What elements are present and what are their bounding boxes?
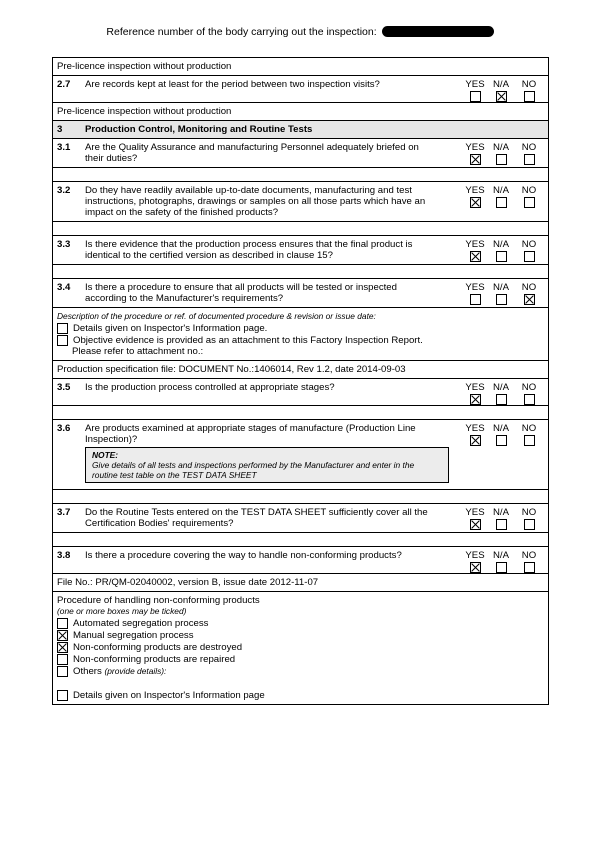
question-row-3-7: [53, 504, 548, 533]
option-yes: [463, 507, 487, 530]
option-na: [489, 239, 513, 262]
answer-options: [463, 185, 543, 209]
spacer-row: [53, 168, 548, 182]
ncp-item-label: Non-conforming products are repaired: [73, 653, 236, 665]
answer-options: [463, 382, 543, 406]
procedure-description: [53, 308, 548, 361]
option-no-label: NO: [521, 423, 537, 434]
option-na-label: N/A: [493, 239, 509, 250]
option-no-label: NO: [521, 185, 537, 196]
ncp-hint: (one or more boxes may be ticked): [57, 606, 187, 616]
option-yes-checkbox[interactable]: [470, 562, 481, 573]
option-no-label: NO: [521, 142, 537, 153]
question-text: Are the Quality Assurance and manufacturing Personnel adequately briefed on their duties?: [85, 142, 419, 164]
question-number: 3.6: [57, 423, 71, 434]
question-number: 3.3: [57, 239, 71, 250]
question-text: Is there a procedure to ensure that all products will be tested or inspected according to the Manufacturer's requirements?: [85, 282, 397, 304]
answer-options: [463, 79, 543, 103]
section-title: Production Control, Monitoring and Routine Tests: [85, 124, 313, 135]
option-yes-checkbox[interactable]: [470, 519, 481, 530]
reference-header: [0, 26, 600, 38]
question-text: Is the production process controlled at appropriate stages?: [85, 382, 335, 393]
option-yes: [463, 79, 487, 102]
file-number-row: [53, 574, 548, 592]
ncp-item: [57, 629, 544, 641]
option-na: [489, 142, 513, 165]
reference-label: Reference number of the body carrying out the inspection:: [106, 26, 377, 38]
ncp-item-checkbox[interactable]: [57, 630, 68, 641]
option-no-checkbox[interactable]: [524, 251, 535, 262]
option-no: [517, 282, 541, 305]
details-label: Details given on Inspector's Information page.: [73, 322, 268, 334]
option-yes-label: YES: [465, 142, 485, 153]
option-na: [489, 382, 513, 405]
ncp-item-checkbox[interactable]: [57, 642, 68, 653]
note-text: Give details of all tests and inspections performed by the Manufacturer and enter in the routine test table on the TEST DATA SHEET: [92, 460, 415, 480]
details-page-checkbox[interactable]: [57, 690, 68, 701]
option-na-label: N/A: [493, 507, 509, 518]
production-spec-text: Production specification file: DOCUMENT No.:1406014, Rev 1.2, date 2014-09-03: [57, 364, 406, 375]
ncp-item-label: Manual segregation process: [73, 629, 194, 641]
option-yes-label: YES: [465, 185, 485, 196]
file-number-text: File No.: PR/QM-02040002, version B, issue date 2012-11-07: [57, 577, 319, 588]
option-no: [517, 550, 541, 573]
option-no: [517, 423, 541, 446]
ncp-item: [57, 641, 544, 653]
option-yes-label: YES: [465, 550, 485, 561]
ncp-item-checkbox[interactable]: [57, 618, 68, 629]
question-text: Is there a procedure covering the way to handle non-conforming products?: [85, 550, 402, 561]
option-yes: [463, 382, 487, 405]
option-na-checkbox[interactable]: [496, 251, 507, 262]
option-yes: [463, 282, 487, 305]
option-na-label: N/A: [493, 185, 509, 196]
option-na-label: N/A: [493, 550, 509, 561]
option-no-label: NO: [521, 507, 537, 518]
question-row-3-1: [53, 139, 548, 168]
question-text: Do the Routine Tests entered on the TEST DATA SHEET sufficiently cover all the Certification Bodies' requirements?: [85, 507, 428, 529]
question-text: Is there evidence that the production process ensures that the final product is identical to the certified version as described in clause 15?: [85, 239, 413, 261]
option-yes-checkbox[interactable]: [470, 251, 481, 262]
question-row-3-2: [53, 182, 548, 222]
section-number: 3: [57, 124, 63, 135]
option-yes-checkbox[interactable]: [470, 154, 481, 165]
details-checkbox[interactable]: [57, 323, 68, 334]
option-yes-label: YES: [465, 282, 485, 293]
production-spec-row: [53, 361, 548, 379]
option-yes: [463, 185, 487, 208]
question-row-2-7: [53, 76, 548, 103]
question-number: 3.7: [57, 507, 71, 518]
option-no-checkbox[interactable]: [524, 562, 535, 573]
note-box: [85, 447, 449, 483]
ncp-title: Procedure of handling non-conforming products: [57, 595, 260, 606]
question-number: 3.5: [57, 382, 71, 393]
ncp-item: [57, 653, 544, 665]
attachment-label: Please refer to attachment no.:: [72, 346, 204, 357]
question-row-3-4: [53, 279, 548, 308]
note-title: NOTE:: [92, 450, 119, 460]
option-na-checkbox[interactable]: [496, 91, 507, 102]
option-no: [517, 382, 541, 405]
description-intro: Description of the procedure or ref. of documented procedure & revision or issue date:: [57, 311, 376, 321]
question-text: Do they have readily available up-to-date documents, manufacturing and test instructions, photographs, drawings or samples on all those parts which have an impact on the safety of the finished products?: [85, 185, 426, 218]
option-na-label: N/A: [493, 142, 509, 153]
details-page-label: Details given on Inspector's Information page: [73, 689, 265, 701]
others-hint: (provide details):: [104, 665, 167, 676]
option-yes-label: YES: [465, 382, 485, 393]
ncp-item-label: Non-conforming products are destroyed: [73, 641, 243, 653]
option-yes-checkbox[interactable]: [470, 394, 481, 405]
section-3-header: [53, 121, 548, 139]
option-yes: [463, 550, 487, 573]
option-na: [489, 79, 513, 102]
option-no: [517, 507, 541, 530]
option-na-checkbox[interactable]: [496, 562, 507, 573]
option-na-label: N/A: [493, 282, 509, 293]
option-no: [517, 142, 541, 165]
pre-licence-label: Pre-licence inspection without production: [57, 106, 232, 117]
others-label: Others: [73, 665, 102, 677]
redacted-reference-number: [382, 26, 494, 37]
option-na-checkbox[interactable]: [496, 519, 507, 530]
option-na: [489, 507, 513, 530]
option-no: [517, 79, 541, 102]
option-yes-label: YES: [465, 423, 485, 434]
pre-licence-label: Pre-licence inspection without production: [57, 61, 232, 72]
option-no-label: NO: [521, 79, 537, 90]
option-na-checkbox[interactable]: [496, 394, 507, 405]
option-na-label: N/A: [493, 79, 509, 90]
ncp-item-checkbox[interactable]: [57, 654, 68, 665]
non-conforming-procedure: [53, 592, 548, 704]
option-yes: [463, 142, 487, 165]
answer-options: [463, 423, 543, 447]
question-number: 3.2: [57, 185, 71, 196]
option-na: [489, 282, 513, 305]
spacer-row: [53, 222, 548, 236]
question-row-3-8: [53, 547, 548, 574]
option-yes: [463, 239, 487, 262]
ncp-item-label: Automated segregation process: [73, 617, 209, 629]
pre-licence-row-2: [53, 103, 548, 121]
option-na-label: N/A: [493, 382, 509, 393]
option-no-checkbox[interactable]: [524, 394, 535, 405]
question-row-3-5: [53, 379, 548, 406]
question-number: 3.8: [57, 550, 71, 561]
answer-options: [463, 550, 543, 574]
option-no-checkbox[interactable]: [524, 91, 535, 102]
evidence-checkbox[interactable]: [57, 335, 68, 346]
option-yes-label: YES: [465, 79, 485, 90]
option-na-label: N/A: [493, 423, 509, 434]
option-na: [489, 185, 513, 208]
spacer-row: [53, 265, 548, 279]
option-yes: [463, 423, 487, 446]
question-text: Are products examined at appropriate stages of manufacture (Production Line Inspection)?: [85, 423, 416, 445]
inspection-form: [52, 57, 549, 705]
answer-options: [463, 507, 543, 531]
answer-options: [463, 239, 543, 263]
option-no-checkbox[interactable]: [524, 197, 535, 208]
option-na-checkbox[interactable]: [496, 435, 507, 446]
option-yes-checkbox[interactable]: [470, 435, 481, 446]
option-yes-checkbox[interactable]: [470, 294, 481, 305]
option-na-checkbox[interactable]: [496, 294, 507, 305]
option-na-checkbox[interactable]: [496, 197, 507, 208]
answer-options: [463, 142, 543, 166]
question-text: Are records kept at least for the period between two inspection visits?: [85, 79, 380, 90]
option-no-label: NO: [521, 550, 537, 561]
option-no-checkbox[interactable]: [524, 294, 535, 305]
option-na: [489, 423, 513, 446]
question-row-3-3: [53, 236, 548, 265]
option-na: [489, 550, 513, 573]
pre-licence-row-1: [53, 58, 548, 76]
evidence-label: Objective evidence is provided as an attachment to this Factory Inspection Report.: [73, 334, 423, 346]
ncp-item: [57, 617, 544, 629]
option-yes-label: YES: [465, 507, 485, 518]
question-row-3-6: [53, 420, 548, 490]
spacer-row: [53, 533, 548, 547]
spacer-row: [53, 490, 548, 504]
question-number: 3.4: [57, 282, 71, 293]
option-no-label: NO: [521, 239, 537, 250]
option-yes-checkbox[interactable]: [470, 197, 481, 208]
option-na-checkbox[interactable]: [496, 154, 507, 165]
question-number: 2.7: [57, 79, 71, 90]
option-no-checkbox[interactable]: [524, 435, 535, 446]
option-no-label: NO: [521, 282, 537, 293]
option-yes-label: YES: [465, 239, 485, 250]
option-no-label: NO: [521, 382, 537, 393]
option-no-checkbox[interactable]: [524, 519, 535, 530]
others-checkbox[interactable]: [57, 666, 68, 677]
option-yes-checkbox[interactable]: [470, 91, 481, 102]
option-no-checkbox[interactable]: [524, 154, 535, 165]
spacer-row: [53, 406, 548, 420]
answer-options: [463, 282, 543, 306]
option-no: [517, 185, 541, 208]
question-number: 3.1: [57, 142, 71, 153]
ncp-items: [57, 617, 544, 665]
option-no: [517, 239, 541, 262]
